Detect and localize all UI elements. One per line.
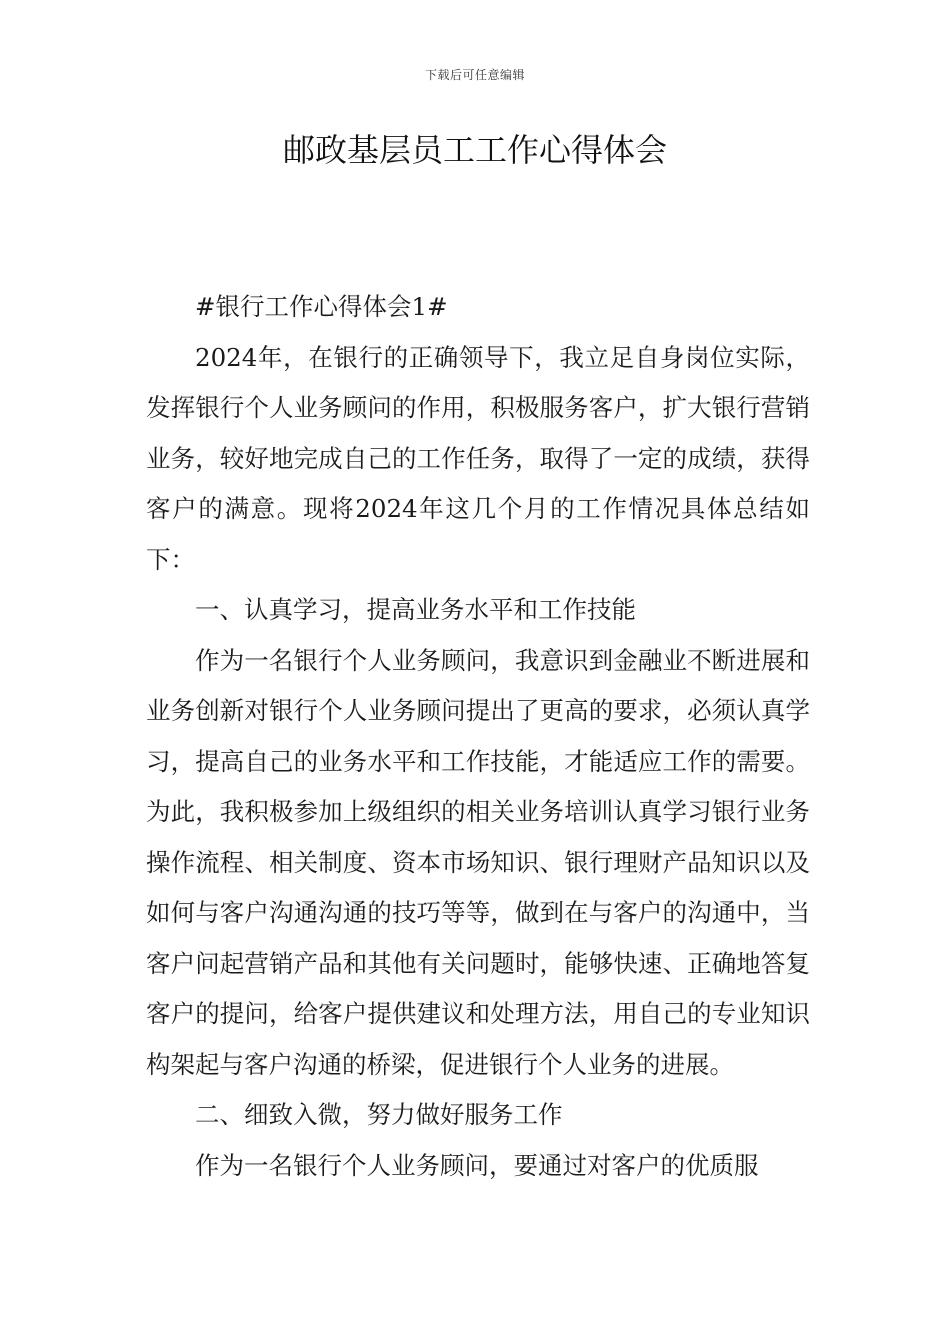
document-title: 邮政基层员工工作心得体会 bbox=[282, 131, 667, 169]
paragraph-section-marker: #银行工作心得体会1# bbox=[195, 292, 448, 321]
header-note: 下载后可任意编辑 bbox=[424, 68, 525, 82]
paragraph-intro: 2024年，在银行的正确领导下，我立足自身岗位实际，发挥银行个人业务顾问的作用，积极服务客户，扩大银行营销业务，较好地完成自己的工作任务，取得了一定的成绩，获得客户的满意。现将2024年这几个月的工作情况具体总结如下： bbox=[146, 342, 810, 574]
document-body bbox=[146, 282, 810, 1191]
heading-section-1: 一、认真学习，提高业务水平和工作技能 bbox=[195, 595, 636, 624]
heading-section-2: 二、细致入微，努力做好服务工作 bbox=[195, 1100, 563, 1129]
paragraph-section-1: 作为一名银行个人业务顾问，我意识到金融业不断进展和业务创新对银行个人业务顾问提出了更高的要求，必须认真学习，提高自己的业务水平和工作技能，才能适应工作的需要。为此，我积极参加上级组织的相关业务培训认真学习银行业务操作流程、相关制度、资本市场知识、银行理财产品知识以及如何与客户沟通沟通的技巧等等，做到在与客户的沟通中，当客户问起营销产品和其他有关问题时，能够快速、正确地答复客户的提问，给客户提供建议和处理方法，用自己的专业知识构架起与客户沟通的桥梁，促进银行个人业务的进展。 bbox=[146, 645, 810, 1079]
paragraph-section-2: 作为一名银行个人业务顾问，要通过对客户的优质服 bbox=[195, 1150, 759, 1180]
